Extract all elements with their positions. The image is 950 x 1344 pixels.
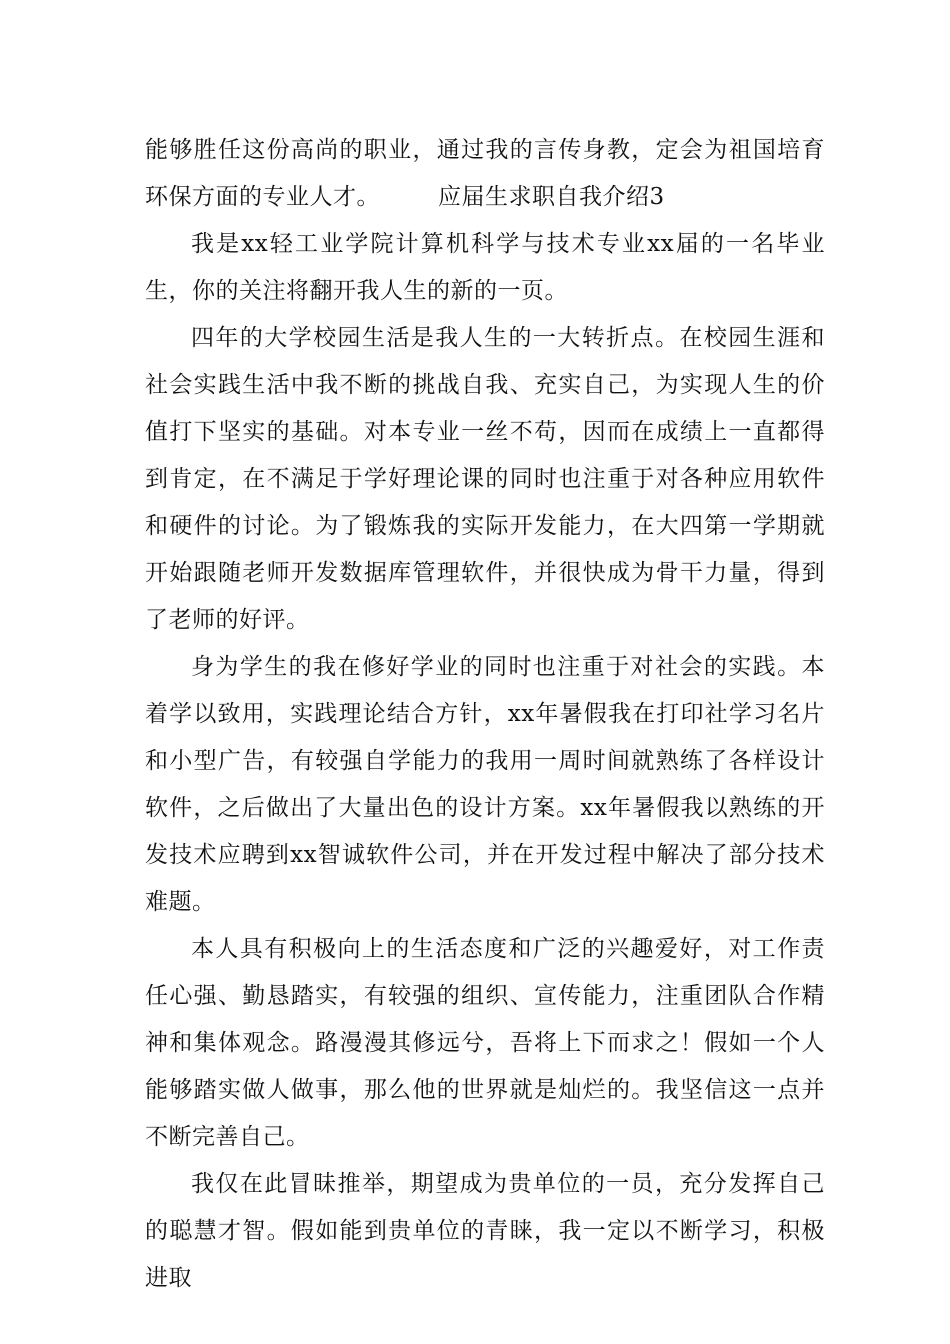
paragraph-4: 身为学生的我在修好学业的同时也注重于对社会的实践。本着学以致用，实践理论结合方针，xx年暑假我在打印社学习名片和小型广告，有较强自学能力的我用一周时间就熟练了各样设计软件，之后做出了大量出色的设计方案。xx年暑假我以熟练的开发技术应聘到xx智诚软件公司，并在开发过程中解决了部分技术难题。	[145, 654, 825, 915]
paragraph-5: 本人具有积极向上的生活态度和广泛的兴趣爱好，对工作责任心强、勤恳踏实，有较强的组织、宣传能力，注重团队合作精神和集体观念。路漫漫其修远兮，吾将上下而求之！假如一个人能够踏实做人做事，那么他的世界就是灿烂的。我坚信这一点并不断完善自己。	[145, 936, 825, 1150]
paragraph-1-text: 能够胜任这份高尚的职业，通过我的言传身教，定会为祖国培育环保方面的专业人才。	[145, 137, 825, 210]
paragraph-6: 我仅在此冒昧推举，期望成为贵单位的一员，充分发挥自己的聪慧才智。假如能到贵单位的青睐，我一定以不断学习，积极进取	[145, 1171, 825, 1291]
document-body	[145, 127, 825, 1302]
paragraph-2: 我是xx轻工业学院计算机科学与技术专业xx届的一名毕业生，你的关注将翻开我人生的新的一页。	[145, 231, 825, 304]
paragraph-1	[145, 127, 825, 221]
paragraph-3: 四年的大学校园生活是我人生的一大转折点。在校园生涯和社会实践生活中我不断的挑战自我、充实自己，为实现人生的价值打下坚实的基础。对本专业一丝不苟，因而在成绩上一直都得到肯定，在不满足于学好理论课的同时也注重于对各种应用软件和硬件的讨论。为了锻炼我的实际开发能力，在大四第一学期就开始跟随老师开发数据库管理软件，并很快成为骨干力量，得到了老师的好评。	[145, 325, 825, 633]
section-heading: 应届生求职自我介绍3	[438, 184, 665, 210]
